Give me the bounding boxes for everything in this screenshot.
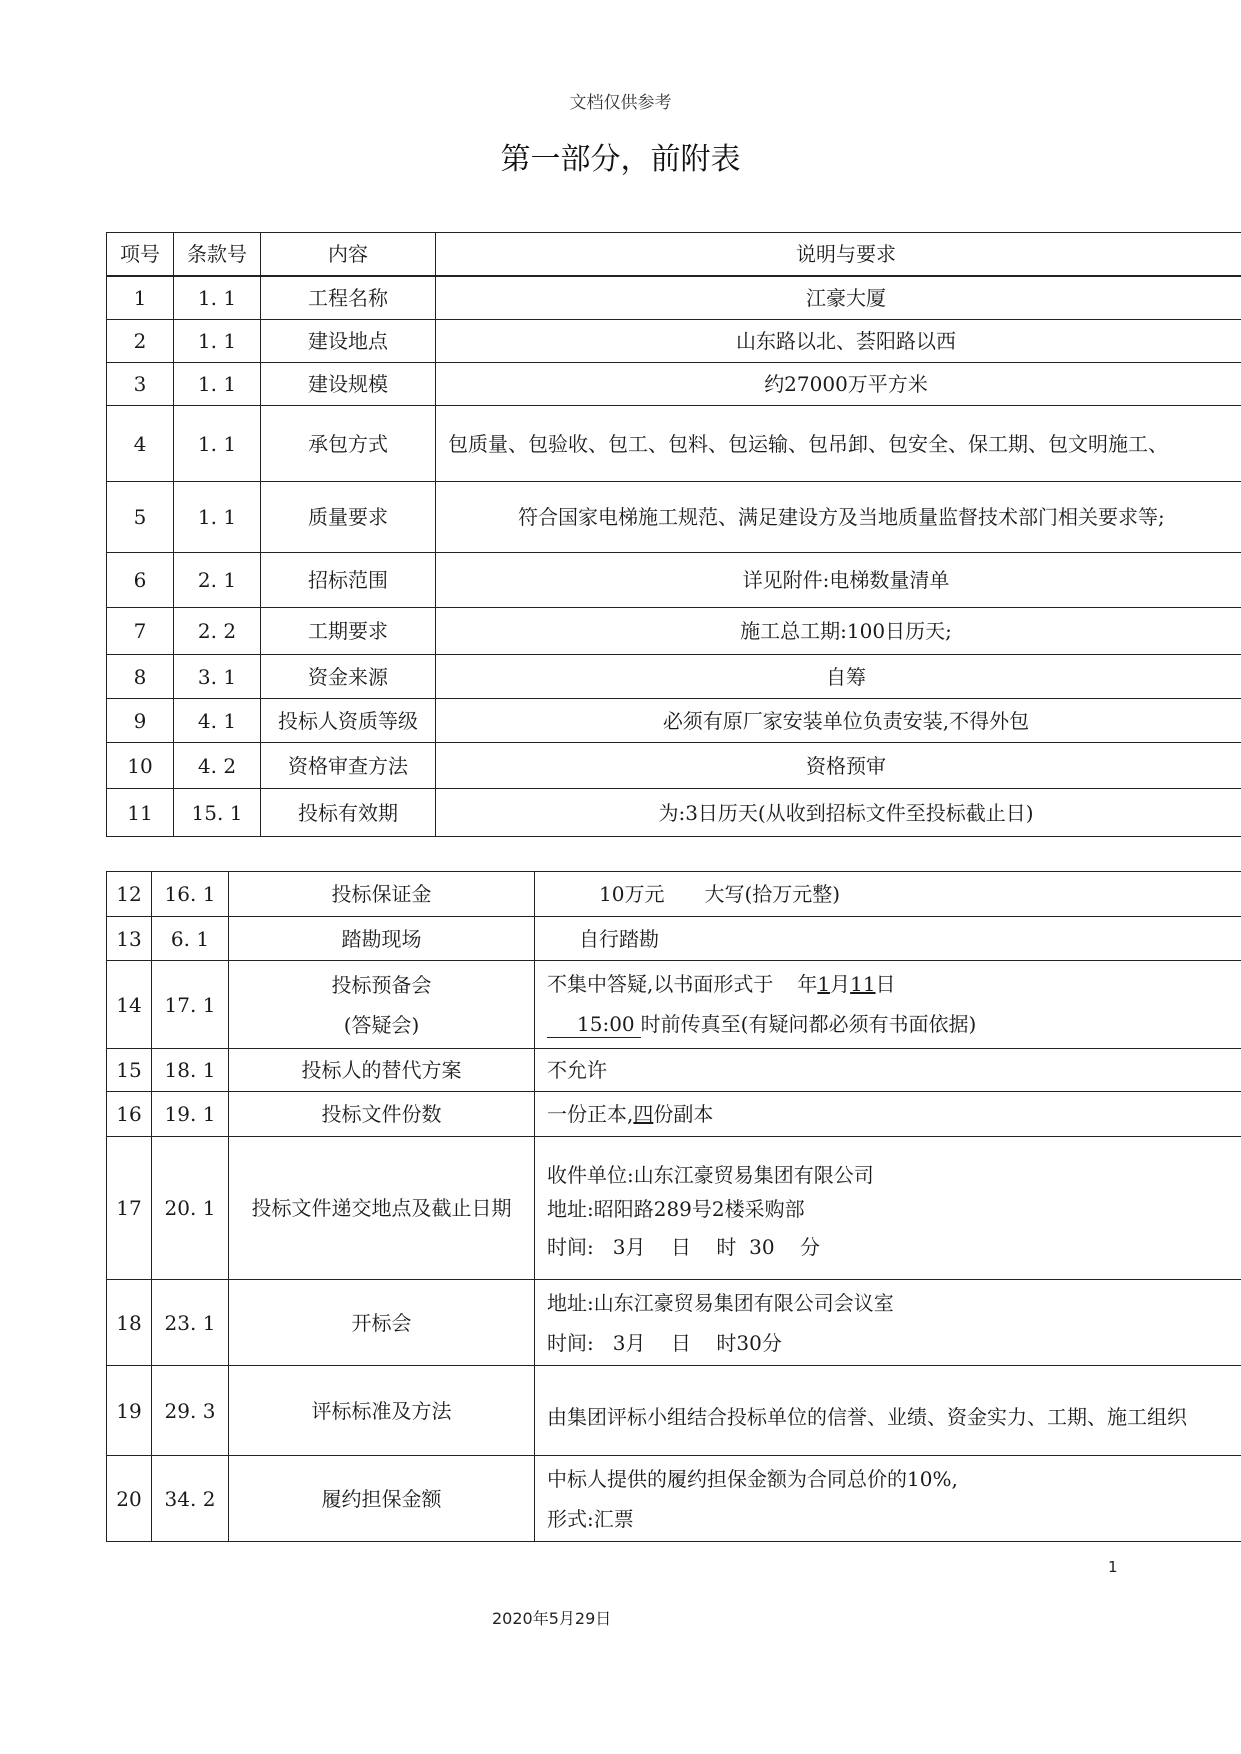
row-clause: 1. 1: [174, 482, 261, 553]
row-desc: 符合国家电梯施工规范、满足建设方及当地质量监督技术部门相关要求等;: [436, 482, 1241, 553]
performance-bond-form: 形式:汇票: [547, 1506, 634, 1531]
row-item: 投标人的替代方案: [229, 1049, 535, 1092]
table-row: [107, 320, 1241, 363]
row-clause: 18. 1: [152, 1049, 229, 1092]
row-desc: 详见附件:电梯数量清单: [436, 553, 1241, 608]
table-row: [107, 961, 1241, 1049]
table-row: [107, 1049, 1241, 1092]
col-header-item: 内容: [261, 233, 436, 276]
table-row: [107, 608, 1241, 655]
row-item: 工期要求: [261, 608, 436, 655]
submission-time: 时间: 3月 日 时 30 分: [547, 1235, 820, 1259]
row-desc: 不允许: [535, 1049, 1241, 1092]
table-row: [107, 1366, 1241, 1456]
row-clause: 1. 1: [174, 276, 261, 320]
row-item: 踏勘现场: [229, 917, 535, 961]
col-header-no: 项号: [107, 233, 174, 276]
row-desc: 施工总工期:100日历天;: [436, 608, 1241, 655]
row-no: 13: [107, 917, 152, 961]
row-item: 资金来源: [261, 655, 436, 699]
row-no: 19: [107, 1366, 152, 1456]
table-row: [107, 743, 1241, 789]
row-item: 工程名称: [261, 276, 436, 320]
row-clause: 4. 2: [174, 743, 261, 789]
row-no: 6: [107, 553, 174, 608]
row-desc: 自行踏勘: [535, 917, 1241, 961]
page-title: 第一部分，前附表: [500, 142, 741, 177]
submission-address: 地址:昭阳路289号2楼采购部: [547, 1197, 805, 1221]
row-desc: [535, 872, 1241, 917]
row-clause: 1. 1: [174, 363, 261, 406]
bond-amount-words: 大写(拾万元整): [704, 882, 841, 906]
row-desc: 必须有原厂家安装单位负责安装,不得外包: [436, 699, 1241, 743]
row-clause: 16. 1: [152, 872, 229, 917]
page-number: 1: [1108, 1558, 1118, 1576]
row-desc: 江豪大厦: [436, 276, 1241, 320]
row-desc: [535, 1280, 1241, 1366]
row-item: [229, 961, 535, 1049]
row-clause: 1. 1: [174, 320, 261, 363]
row-item: 质量要求: [261, 482, 436, 553]
row-no: 12: [107, 872, 152, 917]
table-row: [107, 917, 1241, 961]
table-row: [107, 1280, 1241, 1366]
row-clause: 15. 1: [174, 789, 261, 837]
table-row: [107, 363, 1241, 406]
table-row: [107, 1456, 1241, 1542]
row-desc: [535, 961, 1241, 1049]
row-no: 15: [107, 1049, 152, 1092]
row-clause: 3. 1: [174, 655, 261, 699]
row-clause: 23. 1: [152, 1280, 229, 1366]
row-desc: 包质量、包验收、包工、包料、包运输、包吊卸、包安全、保工期、包文明施工、: [436, 406, 1241, 482]
row-clause: 6. 1: [152, 917, 229, 961]
row-desc: [535, 1137, 1241, 1280]
row-no: 16: [107, 1092, 152, 1137]
prep-meeting-time-line: 15:00 时前传真至(有疑问都必须有书面依据): [547, 1011, 1241, 1038]
table-row: [107, 553, 1241, 608]
row-desc: 由集团评标小组结合投标单位的信誉、业绩、资金实力、工期、施工组织: [535, 1366, 1241, 1456]
row-no: 3: [107, 363, 174, 406]
watermark-text: 文档仅供参考: [569, 93, 672, 113]
row-desc: 自筹: [436, 655, 1241, 699]
row-item-line: (答疑会): [343, 1012, 420, 1037]
performance-bond-amount: 中标人提供的履约担保金额为合同总价的10%,: [547, 1466, 958, 1491]
footer-date: 2020年5月29日: [492, 1609, 612, 1628]
row-no: 4: [107, 406, 174, 482]
pre-table-1: [106, 232, 1241, 837]
row-item: 资格审查方法: [261, 743, 436, 789]
table-row: [107, 276, 1241, 320]
opening-time: 时间: 3月 日 时30分: [547, 1330, 782, 1355]
row-no: 17: [107, 1137, 152, 1280]
row-no: 9: [107, 699, 174, 743]
row-no: 8: [107, 655, 174, 699]
table-row: [107, 406, 1241, 482]
row-clause: 20. 1: [152, 1137, 229, 1280]
table-row: [107, 482, 1241, 553]
row-item-line: 投标预备会: [331, 972, 432, 997]
table-row: [107, 1137, 1241, 1280]
opening-address: 地址:山东江豪贸易集团有限公司会议室: [547, 1290, 894, 1315]
row-item: 投标文件递交地点及截止日期: [229, 1137, 535, 1280]
col-header-desc: 说明与要求: [436, 233, 1241, 276]
row-item: 开标会: [229, 1280, 535, 1366]
row-no: 18: [107, 1280, 152, 1366]
row-desc: 一份正本,四份副本: [535, 1092, 1241, 1137]
row-clause: 29. 3: [152, 1366, 229, 1456]
submission-recipient: 收件单位:山东江豪贸易集团有限公司: [547, 1163, 874, 1187]
row-desc: 资格预审: [436, 743, 1241, 789]
prep-meeting-date-line: 不集中答疑,以书面形式于 年1月11日: [547, 972, 896, 996]
row-item: 承包方式: [261, 406, 436, 482]
row-desc: 约27000万平方米: [436, 363, 1241, 406]
row-clause: 2. 1: [174, 553, 261, 608]
row-no: 7: [107, 608, 174, 655]
row-item: 评标标准及方法: [229, 1366, 535, 1456]
table-row: [107, 872, 1241, 917]
row-item: 建设规模: [261, 363, 436, 406]
table-header-row: [107, 233, 1241, 276]
row-clause: 4. 1: [174, 699, 261, 743]
table-row: [107, 655, 1241, 699]
row-desc: [535, 1456, 1241, 1542]
table-row: [107, 789, 1241, 837]
row-clause: 2. 2: [174, 608, 261, 655]
row-desc: 山东路以北、荟阳路以西: [436, 320, 1241, 363]
row-item: 投标人资质等级: [261, 699, 436, 743]
row-item: 履约担保金额: [229, 1456, 535, 1542]
row-no: 2: [107, 320, 174, 363]
table-row: [107, 699, 1241, 743]
row-no: 1: [107, 276, 174, 320]
row-no: 20: [107, 1456, 152, 1542]
row-item: 招标范围: [261, 553, 436, 608]
row-clause: 17. 1: [152, 961, 229, 1049]
row-no: 11: [107, 789, 174, 837]
row-clause: 1. 1: [174, 406, 261, 482]
row-item: 投标文件份数: [229, 1092, 535, 1137]
row-no: 5: [107, 482, 174, 553]
row-item: 投标有效期: [261, 789, 436, 837]
row-item: 投标保证金: [229, 872, 535, 917]
bond-amount: 10万元: [599, 882, 665, 906]
row-item: 建设地点: [261, 320, 436, 363]
table-row: [107, 1092, 1241, 1137]
col-header-clause: 条款号: [174, 233, 261, 276]
row-no: 10: [107, 743, 174, 789]
pre-table-2: [106, 871, 1241, 1542]
row-clause: 19. 1: [152, 1092, 229, 1137]
row-no: 14: [107, 961, 152, 1049]
row-desc: 为:3日历天(从收到招标文件至投标截止日): [436, 789, 1241, 837]
row-clause: 34. 2: [152, 1456, 229, 1542]
